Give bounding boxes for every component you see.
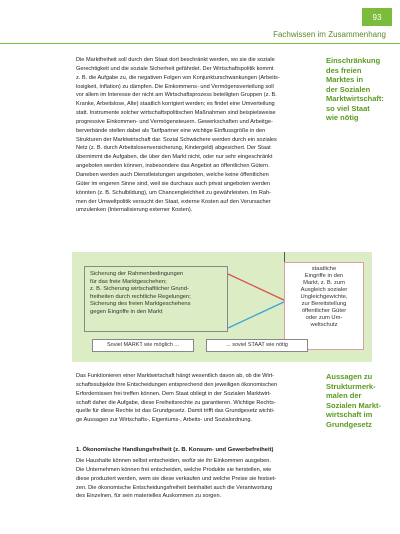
margin-line: Aussagen zu <box>326 372 373 381</box>
text-line: losigkeit, Inflation) zu dämpfen. Die Einkommens- und Vermögensverteilung soll <box>76 83 274 90</box>
text-line: Die Haushalte können selbst entscheiden, wofür sie ihr Einkommen ausgeben. <box>76 458 271 464</box>
text-line: Güter im engeren Sinne sind, weil sie durchaus auch privat angeboten werden <box>76 180 271 187</box>
intervention-line: Ungleichgewichte, <box>300 294 348 300</box>
margin-note-restriction <box>326 56 392 123</box>
text-line: diese produziert werden, wem sie diese verkaufen und welche Preise sie festset- <box>76 475 277 482</box>
market-state-diagram <box>72 252 372 362</box>
text-line: berverbände stellen dabei als Tarifpartner eine wichtige Einflussgröße in den <box>76 127 266 134</box>
text-line: umzulenken (Internalisierung externer Kosten). <box>76 207 193 214</box>
framework-line: gegen Eingriffe in den Markt <box>90 308 163 315</box>
text-line: Die Marktfreiheit soll durch den Staat dort beschränkt werden, wo sie die soziale <box>76 57 275 63</box>
running-header-title: Fachwissen im Zusammenhang <box>273 30 386 39</box>
page-number: 93 <box>362 8 392 26</box>
text-line: des Einzelnen, für sein materielles Auskommen zu sorgen. <box>76 493 222 500</box>
text-line: übernimmt die Aufgaben, die über den Markt nicht, oder nur sehr eingeschränkt <box>76 154 273 161</box>
margin-line: Strukturmerk- <box>326 381 376 391</box>
text-line: quelle für diese Rechte ist das Grundgesetz. Damit trifft das Grundgesetz wichti- <box>76 408 275 415</box>
text-line: Daneben werden auch Dienstleistungen angeboten, welche keine öffentlichen <box>76 171 269 178</box>
text-line: Kranke, Arbeitslose, Alte) staatlich korrigiert werden; es findet eine Umverteilung <box>76 101 275 108</box>
caption-market: Soviel MARKT wie möglich ... <box>92 339 194 352</box>
margin-line: wie nötig <box>326 113 359 122</box>
paragraph-economic-freedom <box>76 457 310 501</box>
intervention-line: öffentlicher Güter <box>301 308 347 314</box>
margin-note-basic-law <box>326 372 392 429</box>
framework-line: freiheiten durch rechtliche Regelungen; <box>90 293 191 300</box>
intervention-line: oder zum Um- <box>305 315 343 321</box>
text-line: ge Aussagen zur Wirtschafts-, Eigentums-, Arbeits- und Sozialordnung. <box>76 417 252 424</box>
text-line: schaftssubjekte ihre Entscheidungen entsprechend den jeweiligen ökonomischen <box>76 381 278 388</box>
margin-line: Einschränkung <box>326 56 381 65</box>
text-line: schaft daher die Aufgabe, diese Freiheitsrechte zu garantieren. Wichtige Rechts- <box>76 399 276 406</box>
text-line: men der Umweltpolitik versucht der Staat, externe Kosten auf den Verursacher <box>76 198 271 205</box>
subsection-heading: 1. Ökonomische Handlungsfreiheit (z. B. Konsum- und Gewerbefreiheit) <box>76 447 274 453</box>
state-intervention-box <box>284 262 364 350</box>
framework-line: Sicherung des freien Marktgeschehens <box>90 301 191 308</box>
text-line: vor allem im Interesse der nicht am Wirtschaftsprozess beteiligten Gruppen (z. B. <box>76 92 277 99</box>
margin-line: malen der <box>326 391 362 400</box>
margin-line: Marktwirtschaft: <box>326 94 384 103</box>
paragraph-basic-law <box>76 372 310 425</box>
intervention-line: weltschutz <box>310 322 338 328</box>
framework-line: Sicherung der Rahmenbedingungen <box>90 271 184 277</box>
margin-line: der Sozialen <box>326 84 371 94</box>
margin-line: so viel Staat <box>326 103 370 113</box>
caption-state: ... soviel STAAT wie nötig <box>206 339 308 352</box>
text-line: statt. Instrumente solcher wirtschaftspolitischen Maßnahmen sind beispielsweise <box>76 110 276 117</box>
margin-line: des freien <box>326 65 362 75</box>
text-line: Gerechtigkeit und die soziale Sicherheit gefährdet. Der Wirtschaftspolitik kommt <box>76 65 274 72</box>
margin-line: wirtschaft im <box>326 410 373 419</box>
intervention-line: Ausgleich sozialer <box>300 287 348 293</box>
intervention-line: zur Bereitstellung <box>301 301 347 307</box>
margin-line: Grundgesetz <box>326 419 372 429</box>
paragraph-market-freedom <box>76 56 310 215</box>
text-line: Das Funktionieren einer Marktwirtschaft hängt wesentlich davon ab, ob die Wirt- <box>76 373 275 379</box>
text-line: angeboten werden können, insbesondere das Angebot an öffentlichen Gütern. <box>76 163 270 170</box>
text-line: Netz (z. B. durch Arbeitslosenversicherung, Kindergeld) abgesichert. Der Staat <box>76 145 271 152</box>
text-line: Die Unternehmen können frei entscheiden, welche Produkte sie herstellen, wie <box>76 466 272 473</box>
text-line: progressive Einkommen- und Vermögensteuern. Gewerkschaften und Arbeitge- <box>76 118 273 125</box>
text-line: z. B. die Aufgabe zu, die negativen Folgen von Konjunkturschwankungen (Arbeits- <box>76 74 280 81</box>
intervention-line: staatliche <box>311 266 337 272</box>
intervention-line: Markt, z. B. zum <box>303 280 345 286</box>
text-line: Strukturen der Marktwirtschaft dar. Sozial Schwächere werden durch ein soziales <box>76 136 277 143</box>
text-line: könnten (z. B. Schulbildung), um Chancengleichheit zu gewährleisten. Im Rah- <box>76 189 271 196</box>
text-line: zen. Die ökonomische Entscheidungsfreiheit beinhaltet auch die Verantwortung <box>76 484 273 491</box>
margin-line: Sozialen Markt- <box>326 400 382 410</box>
framework-line: für das freie Marktgeschehen; <box>90 278 167 285</box>
header-divider <box>0 43 400 44</box>
framework-line: z. B. Sicherung wirtschaftlicher Grund- <box>90 286 189 293</box>
margin-line: Marktes in <box>326 75 364 84</box>
text-line: Erfordernissen frei treffen können. Dem Staat obliegt in der Sozialen Marktwirt- <box>76 390 272 397</box>
intervention-line: Eingriffe in den <box>304 273 344 279</box>
